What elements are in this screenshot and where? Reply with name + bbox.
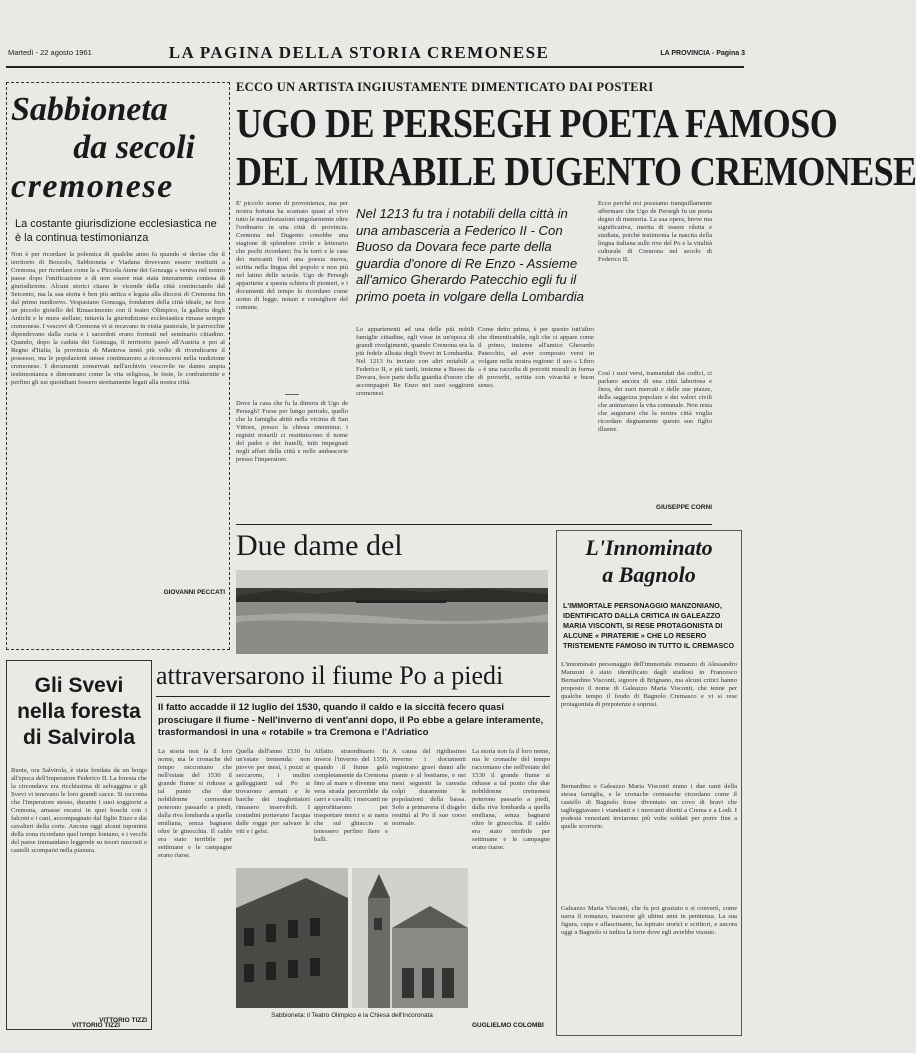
svevi-headline-2: nella foresta xyxy=(17,700,141,723)
ugo-author: GIUSEPPE CORNI xyxy=(656,504,712,511)
theater-photo xyxy=(236,868,348,1008)
masthead-date: Martedì - 22 agosto 1961 xyxy=(8,48,92,57)
ugo-headline-2: DEL MIRABILE DUGENTO CREMONESE xyxy=(236,148,916,194)
dame-headline: Due dame del xyxy=(236,529,403,562)
church-image xyxy=(352,868,468,1008)
po-author-right: GUGLIELMO COLOMBI xyxy=(472,1022,544,1029)
ugo-body-5: Ecco perché noi possiamo tranquillamente affermare che Ugo de Persegh fu un poeta degno di memoria. La sua opera, breve ma significativa, merita di essere riletta e studiata, poiché testimonia la nascita della lingua italiana sulle rive del Po e la vitalità culturale di Cremona nel secolo di Federico II. xyxy=(598,200,712,263)
ugo-kicker: ECCO UN ARTISTA INGIUSTAMENTE DIMENTICATO DAI POSTERI xyxy=(236,80,654,94)
innominato-body-3: Galeazzo Maria Visconti, che fu poi graziato e si convertì, come narra il romanzo, trascorse gli ultimi anni in penitenza. La sua figura, cupa e affascinante, ha ispirato storici e scrittori, e ancora oggi a Bagnolo si indica la torre dove egli avrebbe vissuto. xyxy=(561,905,737,936)
sabbioneta-headline-3: cremonese xyxy=(11,168,174,205)
sabbioneta-headline-1: Sabbioneta xyxy=(11,91,168,128)
po-body-5: La storia non fa il loro nome, ma le cronache del tempo raccontano che nell'estate del 1530 il grande fiume si ridusse a tal punto che due nobildonne cremonesi poterono passarlo a piedi, dalla riva lombarda a quella emiliana, senza bagnarsi oltre le ginocchia. Il caldo era stato terribile per settimane e le campagne erano riarse. xyxy=(472,748,550,851)
ugo-body-6: Così i suoi versi, tramandati dai codici, ci parlano ancora di una città laboriosa e fiera, dei suoi mercati e delle sue piazze, della saggezza popolare e dei valori civili che animavano la vita comunale. Non resta che augurarsi che la nostra città voglia ricordare degnamente questo suo figlio illustre. xyxy=(598,370,712,433)
po-body-1: La storia non fa il loro nome, ma le cronache del tempo raccontano che nell'estate del 1530 il grande fiume si ridusse a tal punto che due nobildonne cremonesi poterono passarlo a piedi, dalla riva lombarda a quella emiliana, senza bagnarsi oltre le ginocchia. Il caldo era stato terribile per settimane e le campagne erano riarse. xyxy=(158,748,232,859)
paper-page: LA PROVINCIA - Pagina 3 xyxy=(660,50,745,57)
river-photo xyxy=(236,570,548,654)
innominato-headline-1: L'Innominato xyxy=(585,535,713,560)
theater-image xyxy=(236,868,348,1008)
sabbioneta-article xyxy=(6,82,230,650)
po-rule xyxy=(156,696,550,697)
river-image xyxy=(236,570,548,654)
sabbioneta-headline-2: da secoli xyxy=(73,129,195,166)
svevi-article xyxy=(6,660,152,1030)
photo-caption: Sabbioneta: il Teatro Olimpico e la Chiesa dell'Incoronata xyxy=(271,1012,433,1019)
po-subhead: Il fatto accadde il 12 luglio del 1530, quando il caldo e la siccità fecero quasi prosciugare il fiume - Nell'inverno di vent'anni dopo, il Po ebbe a gelare interamente, trasformandosi in una « rotabile » tra Cremona e l'Adriatico xyxy=(158,702,544,738)
sabbioneta-body: Non è per ricordare la polemica di qualche anno fa quando si decise che il territorio di Bozzolo, Sabbioneta e Viadana dovevano essere restituiti a Cremona, per ricordare come la « Piccola Atene dei Gonzaga » veniva nel nostro paese dopo l'unificazione e di non essere mai stata interamente contesa di giurisdizione. Alcuni storici citano le vicende della città cominciando dal Seicento, ma la sua storia è ben più antica e legata alla diocesi di Cremona fin dal primo medioevo. Vespasiano Gonzaga, fondatore della città ideale, ne fece un piccolo gioiello del Rinascimento con il teatro Olimpico, la galleria degli Antichi e le mura stellate; tuttavia la giurisdizione ecclesiastica rimase sempre cremonese. I vescovi di Cremona vi si recavano in visita pastorale, le parrocchie dipendevano dalla curia e i sacerdoti erano formati nel seminario cittadino. Quando, dopo la caduta dei Gonzaga, il territorio passò all'Austria e poi al Regno d'Italia, la provincia di Mantova tentò più volte di rivendicarne il possesso, ma le popolazioni stesse continuarono a riconoscersi nella tradizione cremonese. I documenti conservati nell'archivio vescovile ne danno ampia testimonianza e dimostrano come la vita religiosa, le feste, le confraternite e perfino gli usi quotidiani fossero strettamente legati alla nostra città. xyxy=(11,251,225,386)
sabbioneta-author: GIOVANNI PECCATI xyxy=(163,589,225,596)
ugo-body-1: E' piccolo uomo di provenienza, ma per nostra fortuna ha scamato quasi al vivo tutto le manifestazioni singolarmente oltre l'ordinario in una città di provincia. Cremona nel Dugento conobbe una stagione di splendore civile e letterario che pochi ricordano; fra le torri e le case dei mercanti fiorì una poesia nuova, scritta nella lingua del popolo e non più nel latino delle scuole. Ugo de Persegh appartiene a questa schiera di pionieri, e i documenti del tempo lo ricordano come uomo di legge, notaio e consigliere del comune. xyxy=(236,200,348,311)
innominato-body-2: Bernardino e Galeazzo Maria Visconti erano i due rami della stessa famiglia, e le cronache cremasche ricordano come il castello di Bagnolo fosse diventato un covo di bravi che taglieggiavano i viandanti e i mercanti diretti a Crema e a Lodi. I podestà veneziani inviarono più volte soldati per porre fine a quelle scorrerie. xyxy=(561,783,737,830)
church-photo xyxy=(352,868,468,1008)
ugo-summary: Nel 1213 fu tra i notabili della città in una ambasceria a Federico II - Con Buoso da Dovara fece parte della guardia d'onore di Re Enzo - Assieme all'amico Gherardo Patecchio egli fu il primo poeta in volgare della Lombardia xyxy=(356,206,584,304)
ugo-headline-1: UGO DE PERSEGH POETA FAMOSO xyxy=(236,100,838,146)
po-body-4: A causa del rigidissimo inverno i documenti registrano gravi danni alle piante e al bestiame, e nei mesi seguenti la carestia colpì duramente le popolazioni della bassa. Solo a primavera il disgelo restituì al Po il suo corso normale. xyxy=(392,748,466,827)
ugo-body-2: Dove la casa che fu la dimora di Ugo de Persegh? Forse per lungo periodo, quello che la famiglia abitò nella vicinia di San Vittore, presso la chiesa omonima; i registri notarili ci restituiscono il nome del padre e dei fratelli, tutti impegnati negli affari della città e nelle ambascerie presso l'imperatore. xyxy=(236,400,348,463)
innominato-article xyxy=(556,530,742,1036)
svevi-author: VITTORIO TIZZI xyxy=(99,1017,147,1024)
po-author-left: VITTORIO TIZZI xyxy=(72,1022,120,1029)
sabbioneta-subhead: La costante giurisdizione ecclesiastica ne è la continua testimonianza xyxy=(15,218,217,244)
svevi-body: Ruote, ora Salvirola, è stata fondata da un borgo all'epoca dell'imperatore Federico II. La foresta che la circondava era ricchissima di selvaggina e gli Svevi vi tenevano le loro grandi cacce. Si racconta che l'imperatore stesso, durante i suoi soggiorni a Cremona, amasse recarsi in quei boschi con i falconi e i cani, accompagnato dal figlio Enzo e dai cavalieri della corte. Ancora oggi alcuni toponimi della zona ricordano quel tempo lontano, e i vecchi del paese tramandano leggende su tesori nascosti e castelli scomparsi nella pianura. xyxy=(11,767,147,854)
innominato-headline-2: a Bagnolo xyxy=(602,562,696,587)
innominato-body-1: L'innominato personaggio dell'immortale romanzo di Alessandro Manzoni è stato identificato dagli studiosi in Francesco Bernardino Visconti, signore di Brignano, ma alcuni critici hanno proposto il nome di Galeazzo Maria Visconti, che tenne per qualche tempo il feudo di Bagnolo Cremasco e vi si rese protagonista di prepotenze e soprusi. xyxy=(561,661,737,708)
section-title: LA PAGINA DELLA STORIA CREMONESE xyxy=(168,43,550,62)
po-body-3: Affatto straordinario fu invece l'inverno del 1550, quando il fiume gelò completamente da Cremona fino al mare e divenne una vera strada percorribile da carri e cavalli; i mercanti ne approfittarono per trasportare merci e si narra che sul ghiaccio si tenessero perfino fiere e balli. xyxy=(314,748,388,843)
svevi-headline-1: Gli Svevi xyxy=(34,674,124,697)
masthead-rule xyxy=(6,66,744,68)
ugo-body-4: Come detto prima, è per questo tutt'altro che dimenticabile, egli che ci appare come il primo, insieme all'amico Gherardo Patecchio, ad aver composto versi in volgare nella nostra regione: il suo « Libro » è una raccolta di precetti morali in forma di proverbi, scritta con vivacità e buon senso. xyxy=(478,326,594,389)
po-headline: attraversarono il fiume Po a piedi xyxy=(156,661,504,690)
po-body-2: Quella dell'anno 1530 fu un'estate tremenda: non piovve per mesi, i pozzi si seccarono, i mulini galleggianti sul Po si trovarono arenati e le barche dei traghettatori rimasero inservibili. I contadini portavano l'acqua dalle rogge per salvare le viti e i gelsi. xyxy=(236,748,310,835)
innominato-subhead: L'IMMORTALE PERSONAGGIO MANZONIANO, IDENTIFICATO DALLA CRITICA IN GALEAZZO MARIA VISCONTI, SI RESE PROTAGONISTA DI ALCUNE « PIRATERIE » CHE LO RESERO TRISTEMENTE FAMOSO IN TUTTO IL CREMASCO xyxy=(563,601,735,650)
ugo-stars-1 xyxy=(285,394,299,395)
ugo-body-3: Lo appartenenti ad una delle più nobili famiglie cittadine, egli visse in un'epoca di grandi rivolgimenti, quando Cremona era la più fedele alleata degli Svevi in Lombardia. Nel 1213 fu inviato con altri notabili a Federico II, e più tardi, insieme a Buoso da Dovara, fece parte della guardia d'onore che accompagnò Re Enzo nei suoi soggiorni cremonesi. xyxy=(356,326,474,397)
svevi-headline-3: di Salvirola xyxy=(22,726,136,749)
ugo-bottom-rule xyxy=(236,524,712,525)
